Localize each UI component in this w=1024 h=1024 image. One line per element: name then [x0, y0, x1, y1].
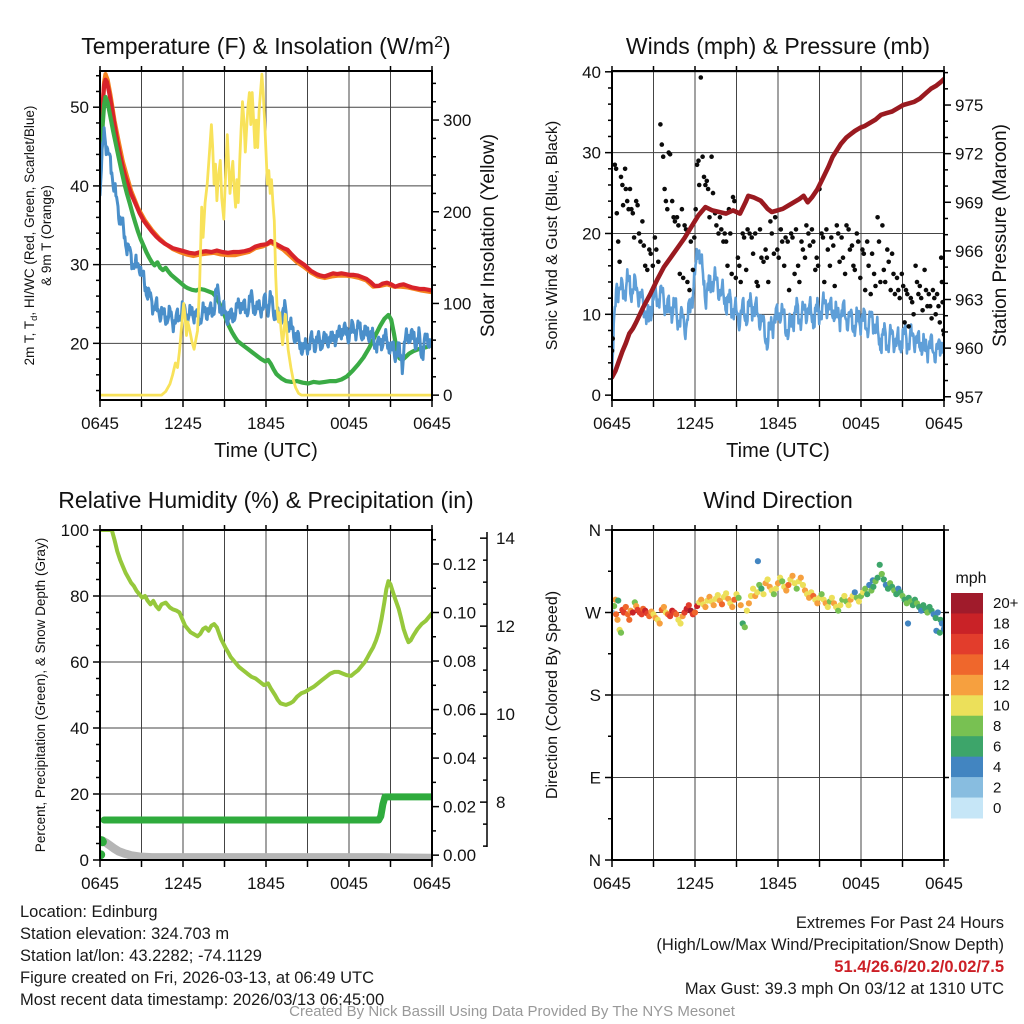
- max-gust: Max Gust: 39.3 mph On 03/12 at 1310 UTC: [684, 980, 1004, 998]
- extremes-block: [656, 912, 1004, 1000]
- temperature-insolation-chart: [0, 0, 512, 470]
- colorbar-label: 2: [993, 779, 1002, 797]
- snow-tick-label: 8: [496, 793, 506, 813]
- x-tick-label: 0645: [81, 874, 119, 893]
- station-info: [20, 901, 384, 1011]
- y-tick-label: 100: [60, 521, 89, 540]
- y-tick-label: 20: [70, 785, 89, 804]
- x-tick-label: 0045: [842, 874, 880, 893]
- y-tick-label: 969: [955, 193, 984, 213]
- x-axis-label: Time (UTC): [214, 440, 318, 462]
- y-tick-label: 0: [443, 386, 453, 406]
- y-tick-label: 80: [70, 587, 89, 606]
- colorbar-label: 18: [993, 615, 1010, 633]
- y-tick-label: N: [588, 851, 601, 870]
- y-tick-label: 40: [70, 176, 89, 196]
- x-tick-label: 1845: [759, 414, 797, 433]
- y-tick-label: 0.10: [443, 603, 477, 623]
- axes: [605, 525, 949, 867]
- extremes-title: Extremes For Past 24 Hours: [795, 914, 1004, 932]
- colorbar-label: 8: [993, 717, 1002, 735]
- y-tick-label: 957: [955, 387, 984, 407]
- station-location: Location: Edinburg: [20, 903, 158, 921]
- y-tick-label: 20: [582, 224, 601, 244]
- left-axis-label: Direction (Colored By Speed): [544, 590, 561, 800]
- colorbar-label: 20+: [993, 595, 1019, 613]
- figure-created: Figure created on Fri, 2026-03-13, at 06:49 UTC: [20, 969, 375, 987]
- colorbar-label: 0: [993, 799, 1002, 817]
- x-tick-label: 0645: [593, 414, 631, 433]
- y-tick-label: 300: [443, 111, 472, 131]
- x-tick-label: 0645: [413, 414, 451, 433]
- snow-depth-axis: [480, 532, 487, 847]
- x-tick-label: 1245: [164, 874, 202, 893]
- chart-title: Relative Humidity (%) & Precipitation (in): [58, 487, 474, 513]
- y-tick-label: S: [589, 686, 601, 705]
- left-axis-label: Sonic Wind & Gust (Blue, Black): [544, 120, 561, 351]
- snow-tick-label: 12: [496, 617, 515, 637]
- y-tick-label: 975: [955, 96, 984, 116]
- x-tick-label: 0645: [925, 414, 963, 433]
- y-tick-label: 0: [591, 386, 601, 406]
- y-tick-label: 0.00: [443, 846, 477, 866]
- chart-title: Winds (mph) & Pressure (mb): [625, 33, 931, 59]
- precipitation-start-dots-green: [96, 836, 107, 859]
- credit-line: Created By Nick Bassill Using Data Provided By The NYS Mesonet: [289, 1003, 735, 1020]
- y-tick-label: E: [589, 768, 601, 788]
- y-tick-label: 0.06: [443, 700, 477, 720]
- x-tick-label: 1845: [247, 414, 285, 433]
- y-tick-label: 966: [955, 241, 984, 261]
- colorbar-label: 16: [993, 636, 1010, 654]
- y-tick-label: 10: [582, 305, 601, 325]
- colorbar-title: mph: [955, 570, 987, 587]
- x-tick-label: 1845: [247, 874, 285, 893]
- x-tick-label: 1845: [759, 874, 797, 893]
- wind-direction-chart: [512, 460, 1024, 900]
- station-elevation: Station elevation: 324.703 m: [20, 925, 230, 943]
- y-tick-label: 972: [955, 144, 984, 164]
- y-tick-label: 960: [955, 339, 984, 359]
- y-tick-label: 40: [582, 62, 601, 82]
- colorbar-label: 14: [993, 656, 1010, 674]
- extremes-values: 51.4/26.6/20.2/0.02/7.5: [834, 958, 1004, 976]
- tick-labels: [585, 521, 963, 893]
- y-tick-label: 100: [443, 294, 472, 314]
- precipitation-green: [104, 797, 432, 820]
- x-tick-label: 0045: [330, 874, 368, 893]
- y-tick-label: 20: [70, 334, 89, 354]
- humidity-precipitation-chart: [0, 460, 515, 900]
- x-axis-label: Time (UTC): [726, 440, 830, 462]
- x-tick-label: 0645: [925, 874, 963, 893]
- chart-title: Wind Direction: [703, 487, 853, 513]
- snow-tick-label: 10: [496, 705, 515, 725]
- colorbar-label: 4: [993, 758, 1002, 776]
- y-tick-label: 0.08: [443, 652, 477, 672]
- x-tick-label: 0045: [842, 414, 880, 433]
- right-axis-label: Solar Insolation (Yellow): [478, 133, 499, 338]
- x-tick-label: 0645: [81, 414, 119, 433]
- speed-colorbar: [951, 570, 1019, 819]
- left-axis-label: Percent, Precipitation (Green), & Snow Depth (Gray): [33, 537, 48, 853]
- x-tick-label: 1245: [676, 414, 714, 433]
- y-tick-label: 60: [70, 653, 89, 672]
- y-tick-label: 50: [70, 98, 89, 118]
- winds-pressure-chart: [512, 0, 1024, 470]
- tick-labels: [582, 63, 983, 433]
- x-tick-label: 1245: [676, 874, 714, 893]
- extremes-subtitle: (High/Low/Max Wind/Precipitation/Snow Depth): [656, 936, 1004, 954]
- station-latlon: Station lat/lon: 43.2282; -74.1129: [20, 947, 262, 965]
- x-tick-label: 0045: [330, 414, 368, 433]
- x-tick-label: 0645: [593, 874, 631, 893]
- y-tick-label: 0.12: [443, 554, 477, 574]
- x-tick-label: 1245: [164, 414, 202, 433]
- y-tick-label: 30: [70, 255, 89, 275]
- y-tick-label: 963: [955, 290, 984, 310]
- y-tick-label: N: [588, 521, 601, 540]
- left-axis-label: & 9m T (Orange): [39, 185, 54, 286]
- right-axis-label: Station Pressure (Maroon): [990, 124, 1011, 347]
- chart-title: Temperature (F) & Insolation $(W/m^2)$: [81, 33, 451, 59]
- y-tick-label: 30: [582, 143, 601, 163]
- colorbar-label: 10: [993, 697, 1010, 715]
- data-timestamp: Most recent data timestamp: 2026/03/13 06:45:00: [20, 991, 385, 1009]
- y-tick-label: 0: [79, 851, 89, 870]
- y-tick-label: 200: [443, 202, 472, 222]
- x-tick-label: 0645: [413, 874, 451, 893]
- y-tick-label: 0.04: [443, 749, 477, 769]
- series-area: [96, 530, 432, 859]
- colorbar-label: 12: [993, 677, 1010, 695]
- y-tick-label: 0.02: [443, 797, 477, 817]
- snow-tick-label: 14: [496, 529, 515, 549]
- left-axis-label: 2m T, $T_d$, HI/WC (Red, Green, Scarlet/Blue): [22, 105, 40, 366]
- colorbar-label: 6: [993, 738, 1002, 756]
- y-tick-label: W: [584, 603, 601, 623]
- y-tick-label: 40: [70, 719, 89, 738]
